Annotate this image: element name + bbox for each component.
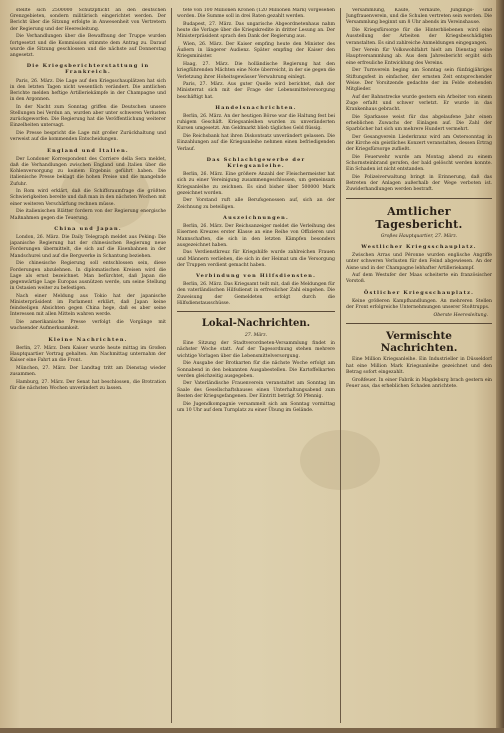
paragraph: Die Verhandlungen über die Bewaffnung der Truppe wurden fortgesetzt und die Kommission stimmte dem Antrag zu. Darauf wurde die Sitzung geschlossen und die nächste auf Donnerstag angesetzt.: [10, 34, 166, 58]
paragraph: Die Ausgabe der Brotkarten für die nächste Woche erfolgt am Sonnabend in den bekannten Ausgabestellen. Die Kartoffelkarten werden gleichzeitig ausgegeben.: [177, 361, 335, 379]
paragraph: Das Verdienstkreuz für Kriegshilfe wurde zahlreichen Frauen und Männern verliehen, die sich in der Heimat um die Versorgung der Truppen verdient gemacht haben.: [177, 250, 335, 268]
paragraph: Zwischen Arras und Péronne wurden englische Angriffe unter schweren Verlusten für den Feind abgewiesen. An der Aisne und in der Champagne lebhafter Artilleriekampf.: [346, 253, 492, 271]
paragraph: Die Polizeiverwaltung bringt in Erinnerung, daß das Betreten der Anlagen außerhalb der Wege verboten ist. Zuwiderhandlungen werden bestraft.: [346, 175, 492, 193]
paragraph: Berlin, 26. März. Das Kriegsamt teilt mit, daß die Meldungen für den vaterländischen Hilfsdienst in erfreulicher Zahl eingehen. Die Zuweisung der Gemeldeten erfolgt durch die Hilfsdienstausschüsse.: [177, 282, 335, 306]
section-heading: Verbindung von Hilfsdiensten.: [195, 273, 317, 280]
dateline: 27. März.: [244, 333, 268, 339]
divider: [177, 311, 335, 312]
section-heading: Handelsnachrichten.: [215, 104, 297, 111]
binding-edge: [496, 0, 504, 733]
paragraph: Versammlung, Kaufe, Verkaufe, Jünglings- und Jungfrauenverein, und die Schulen vertreten sein werden. Die Versammlung beginnt um 8 Uhr abends im Vereinshause.: [346, 8, 492, 26]
paragraph: Die Feuerwehr wurde am Montag abend zu einem Schornsteinbrand gerufen, der bald gelöscht werden konnte. Ein Schaden ist nicht entstanden.: [346, 154, 492, 173]
paragraph: München, 27. März. Der Landtag tritt am Dienstag wieder zusammen.: [10, 365, 166, 378]
section-heading: Das Schlachtgewerbe der Kriegsanleihe.: [206, 156, 306, 169]
misc-news-heading: Vermischte Nachrichten.: [380, 330, 458, 355]
column-1: [10, 8, 166, 725]
paragraph: stellte sich 2500000 Schutzpflicht an den deutschen Grenzgebieten, sondern militärisch eingerichtet werden. Der Bericht über die Sitzung erfolgte in Anwesenheit von Vertretern der Regierung und der Heeresleitung.: [10, 8, 166, 32]
paragraph: Berlin, 26. März. An der heutigen Börse war die Haltung fest bei ruhigem Geschäft. Kriegsanleihen wurden zu unveränderten Kursen umgesetzt. Am Geldmarkt blieb tägliches Geld flüssig.: [177, 114, 335, 132]
paragraph: Eine Million Kriegsanleihe. Ein Industrieller in Düsseldorf hat eine Million Mark Kriegsanleihe gezeichnet und den Betrag sofort eingezahlt.: [346, 357, 492, 375]
paragraph: Hamburg, 27. März. Der Senat hat beschlossen, die Brotration für die nächsten Wochen unverändert zu lassen.: [10, 379, 166, 391]
paragraph: Die Kriegsfürsorge für die Hinterbliebenen wird eine Ausstellung der Arbeiten der Kriegsbeschädigten veranstalten. Es sind zahlreiche Anmeldungen eingegangen.: [346, 28, 492, 46]
paragraph: Die Presse bespricht die Lage mit großer Zurückhaltung und verweist auf die kommenden Entscheidungen.: [10, 131, 166, 143]
paragraph: In Rom wird erklärt, daß die Schiffsraumfrage die größten Schwierigkeiten bereite und daß man in den nächsten Wochen mit einer weiteren Verschärfung rechnen müsse.: [10, 189, 166, 207]
paragraph: Auf der Bahnstrecke wurde gestern ein Arbeiter von einem Zuge erfaßt und schwer verletzt. Er wurde in das Krankenhaus gebracht.: [346, 94, 492, 113]
paragraph: Der Verein für Volkswohlfahrt hielt am Dienstag seine Hauptversammlung ab. Aus dem Jahresbericht ergibt sich eine erfreuliche Entwicklung des Vereins.: [346, 48, 492, 66]
paragraph: Der Vaterländische Frauenverein veranstaltet am Sonntag im Saale des Gesellschaftshauses einen Unterhaltungsabend zum Besten der Kriegsgefangenen. Der Eintritt beträgt 50 Pfennig.: [177, 381, 335, 399]
section-heading: Auszeichnungen.: [223, 214, 289, 221]
paragraph: Der Londoner Korrespondent des Corriere della Sera meldet, daß die Verhandlungen zwischen England und Italien über die Kohlenversorgung zu keinem Ergebnis geführt haben. Die italienische Presse beklagt die hohen Preise und die mangelnde Zufuhr.: [10, 156, 166, 187]
paragraph: Nach einer Meldung aus Tokio hat der japanische Ministerpräsident im Parlament erklärt, daß Japan keine feindseligen Absichten gegen China hege, daß es aber seine Interessen mit allen Mitteln wahren werde.: [10, 293, 166, 318]
paragraph: Wien, 26. März. Der Kaiser empfing heute den Minister des Äußern in längerer Audienz. Später empfing der Kaiser den Kriegsminister.: [177, 42, 335, 60]
paragraph: Die Sparkasse weist für das abgelaufene Jahr einen erheblichen Zuwachs der Einlagen auf. Die Zahl der Sparbücher hat sich um mehrere Hundert vermehrt.: [346, 114, 492, 133]
paragraph: Großfeuer. In einer Fabrik in Magdeburg brach gestern ein Feuer aus, das erheblichen Schaden anrichtete.: [346, 377, 492, 389]
dateline: Großes Hauptquartier, 27. März.: [380, 233, 458, 239]
paragraph: Der Turnverein beging am Sonntag sein fünfzigjähriges Stiftungsfest in einfacher, der ernsten Zeit entsprechender Weise. Der Vorsitzende gedachte der im Felde stehenden Mitglieder.: [346, 68, 492, 92]
paragraph: Auf dem Westufer der Maas scheiterte ein französischer Vorstoß.: [346, 273, 492, 285]
section-heading: Die Kriegsberichterstattung in Frankreich.: [26, 63, 150, 76]
column-2: [177, 8, 335, 725]
paragraph: Berlin, 27. März. Dem Kaiser wurde heute mittag im Großen Hauptquartier Vortrag gehalten. Am Nachmittag unternahm der Kaiser eine Fahrt an die Front.: [10, 345, 166, 364]
divider: [346, 198, 492, 199]
paragraph: Keine größeren Kampfhandlungen. An mehreren Stellen der Front erfolgreiche Unternehmungen unserer Stoßtrupps.: [346, 298, 492, 311]
page-bottom-edge: [0, 728, 504, 733]
paragraph: Der Gesangverein Liederkranz wird am Ostersonntag in der Kirche ein geistliches Konzert veranstalten, dessen Ertrag der Kriegsfürsorge zufließt.: [346, 134, 492, 153]
paragraph: In der Nacht zum Sonntag griffen die Deutschen unsere Stellungen bei Verdun an, wurden aber unter schweren Verlusten zurückgeworfen. Die Regierung hat die Veröffentlichung weiterer Einzelheiten untersagt.: [10, 104, 166, 129]
official-report-heading: Amtlicher Tagesbericht.: [375, 204, 463, 231]
section-heading: Westlicher Kriegsschauplatz.: [361, 243, 477, 250]
paragraph: Budapest, 27. März. Das ungarische Abgeordnetenhaus nahm heute die Vorlage über die Kriegskredite in dritter Lesung an. Der Ministerpräsident sprach den Dank der Regierung aus.: [177, 21, 335, 40]
paragraph: tete von 100 Millionen Kronen (120 Millionen Mark) vorgesehen worden. Die Summe soll in drei Raten gezahlt werden.: [177, 8, 335, 20]
section-heading: Kleine Nachrichten.: [48, 336, 128, 343]
paragraph: Haag, 27. März. Die holländische Regierung hat den kriegführenden Mächten eine Note überreicht, in der sie gegen die Verletzung ihrer Hoheitsgewässer Verwahrung einlegt.: [177, 62, 335, 80]
column-rule: [340, 8, 341, 723]
paragraph: Die Jugendkompagnie versammelt sich am Sonntag vormittag um 10 Uhr auf dem Turnplatz zu einer Übung im Gelände.: [177, 401, 335, 413]
column-3: [346, 8, 492, 725]
paragraph: London, 26. März. Die Daily Telegraph meldet aus Peking: Die japanische Regierung hat der chinesischen Regierung neue Forderungen übermittelt, die sich auf die Eisenbahnen in der Mandschurei und auf die Bergwerke in Schantung beziehen.: [10, 235, 166, 259]
paragraph: Die Reichsbank hat ihren Diskontsatz unverändert gelassen. Die Einzahlungen auf die Kriegsanleihe nehmen einen befriedigenden Verlauf.: [177, 134, 335, 152]
paragraph: Die amerikanische Presse verfolgt die Vorgänge mit wachsender Aufmerksamkeit.: [10, 320, 166, 332]
paragraph: Die chinesische Regierung soll entschlossen sein, diese Forderungen abzulehnen. In diplomatischen Kreisen wird die Lage als ernst bezeichnet. Man befürchtet, daß Japan die gegenwärtige Lage Europas ausnützen werde, um seine Stellung in Ostasien weiter zu befestigen.: [10, 261, 166, 292]
signature-line: Oberste Heeresleitung.: [433, 313, 488, 319]
paragraph: Paris, 27. März. Aus guter Quelle wird berichtet, daß der Ministerrat sich mit der Frage der Lebensmittelversorgung beschäftigt hat.: [177, 82, 335, 100]
lokal-heading: Lokal-Nachrichten.: [201, 318, 311, 330]
paragraph: Die italienischen Blätter fordern von der Regierung energische Maßnahmen gegen die Teuerung.: [10, 209, 166, 221]
col1-top: [10, 8, 166, 59]
paragraph: Paris, 26. März. Die Lage auf den Kriegsschauplätzen hat sich in den letzten Tagen nicht wesentlich verändert. Die amtlichen Berichte melden heftige Artilleriekämpfe in der Champagne und in den Argonnen.: [10, 78, 166, 103]
column-rule: [171, 8, 172, 723]
paragraph: Berlin, 26. März. Eine größere Anzahl der Fleischermeister hat sich zu einer Vereinigung zusammengeschlossen, um gemeinsam Kriegsanleihe zu zeichnen. Es sind bisher über 500000 Mark gezeichnet worden.: [177, 172, 335, 196]
section-heading: England und Italien.: [47, 147, 129, 154]
section-heading: Östlicher Kriegsschauplatz.: [363, 289, 475, 296]
divider: [346, 323, 492, 324]
paragraph: Der Vorstand ruft alle Berufsgenossen auf, sich an der Zeichnung zu beteiligen.: [177, 198, 335, 210]
section-heading: China und Japan.: [54, 225, 122, 232]
paragraph: Eine Sitzung der Stadtverordneten-Versammlung findet in nächster Woche statt. Auf der Tagesordnung stehen mehrere wichtige Vorlagen über die Lebensmittelversorgung.: [177, 341, 335, 359]
paragraph: Berlin, 26. März. Der Reichsanzeiger meldet die Verleihung des Eisernen Kreuzes erster Klasse an eine Reihe von Offizieren und Mannschaften, die sich in den letzten Kämpfen besonders ausgezeichnet haben.: [177, 224, 335, 248]
